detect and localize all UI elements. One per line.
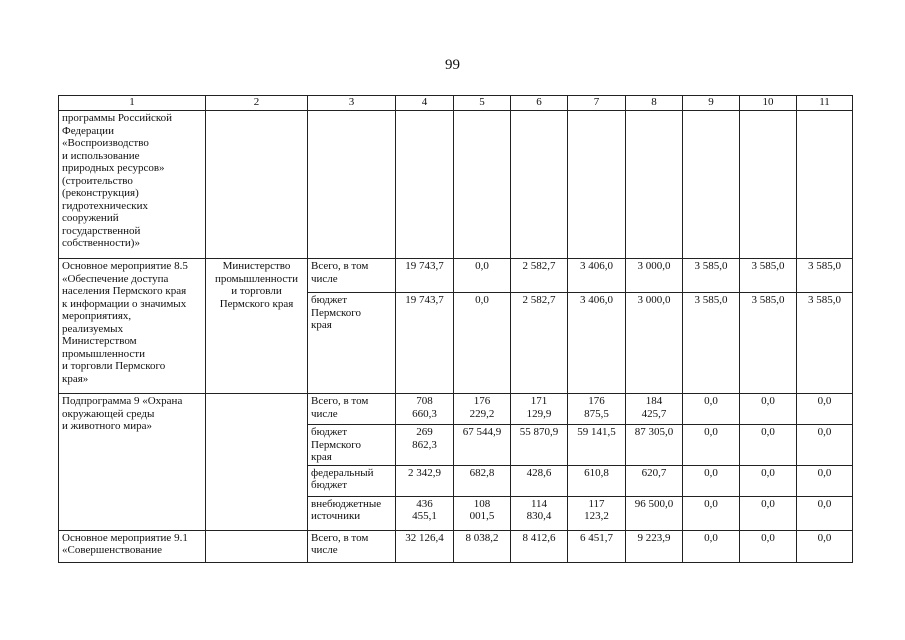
activity-name-cell: Подпрограмма 9 «Охрана окружающей среды и животного мира» bbox=[59, 394, 206, 531]
amount-cell: 0,0 bbox=[797, 465, 853, 496]
amount-cell: 59 141,5 bbox=[568, 425, 626, 466]
table-row bbox=[59, 394, 853, 425]
amount-cell bbox=[797, 111, 853, 259]
funding-source-cell: бюджет Пермского края bbox=[308, 425, 396, 466]
amount-cell: 184 425,7 bbox=[626, 394, 683, 425]
amount-cell: 0,0 bbox=[683, 530, 740, 562]
amount-cell: 0,0 bbox=[740, 425, 797, 466]
activity-name-cell: Основное мероприятие 8.5 «Обеспечение доступа населения Пермского края к информации о значимых мероприятиях, реализуемых Министерством промышленности и торговли Пермского края» bbox=[59, 259, 206, 394]
amount-cell: 108 001,5 bbox=[454, 496, 511, 530]
amount-cell: 0,0 bbox=[740, 496, 797, 530]
amount-cell bbox=[683, 111, 740, 259]
amount-cell bbox=[626, 111, 683, 259]
amount-cell: 0,0 bbox=[683, 394, 740, 425]
amount-cell: 96 500,0 bbox=[626, 496, 683, 530]
page-number: 99 bbox=[445, 57, 460, 73]
amount-cell: 9 223,9 bbox=[626, 530, 683, 562]
amount-cell: 2 342,9 bbox=[396, 465, 454, 496]
amount-cell: 3 000,0 bbox=[626, 293, 683, 394]
responsible-executor-cell bbox=[206, 530, 308, 562]
amount-cell: 0,0 bbox=[740, 530, 797, 562]
column-header-2: 2 bbox=[206, 96, 308, 111]
amount-cell: 3 585,0 bbox=[797, 259, 853, 293]
amount-cell: 8 412,6 bbox=[511, 530, 568, 562]
amount-cell: 19 743,7 bbox=[396, 259, 454, 293]
responsible-executor-cell bbox=[206, 394, 308, 531]
funding-source-cell: внебюджетные источники bbox=[308, 496, 396, 530]
amount-cell: 0,0 bbox=[740, 394, 797, 425]
amount-cell: 0,0 bbox=[797, 425, 853, 466]
amount-cell: 176 229,2 bbox=[454, 394, 511, 425]
amount-cell: 0,0 bbox=[740, 465, 797, 496]
amount-cell: 708 660,3 bbox=[396, 394, 454, 425]
amount-cell: 2 582,7 bbox=[511, 259, 568, 293]
amount-cell: 610,8 bbox=[568, 465, 626, 496]
column-header-7: 7 bbox=[568, 96, 626, 111]
amount-cell: 682,8 bbox=[454, 465, 511, 496]
amount-cell: 19 743,7 bbox=[396, 293, 454, 394]
funding-source-cell: федеральный бюджет bbox=[308, 465, 396, 496]
table-body bbox=[59, 111, 853, 563]
amount-cell: 8 038,2 bbox=[454, 530, 511, 562]
responsible-executor-cell: Министерство промышленности и торговли Пермского края bbox=[206, 259, 308, 394]
amount-cell: 55 870,9 bbox=[511, 425, 568, 466]
table-row bbox=[59, 111, 853, 259]
amount-cell: 6 451,7 bbox=[568, 530, 626, 562]
activity-name-cell: Основное мероприятие 9.1 «Совершенствование bbox=[59, 530, 206, 562]
amount-cell: 3 585,0 bbox=[797, 293, 853, 394]
responsible-executor-cell bbox=[206, 111, 308, 259]
amount-cell bbox=[454, 111, 511, 259]
column-header-8: 8 bbox=[626, 96, 683, 111]
amount-cell bbox=[511, 111, 568, 259]
amount-cell: 0,0 bbox=[454, 293, 511, 394]
amount-cell: 87 305,0 bbox=[626, 425, 683, 466]
amount-cell: 67 544,9 bbox=[454, 425, 511, 466]
funding-source-cell: Всего, в том числе bbox=[308, 394, 396, 425]
amount-cell: 3 000,0 bbox=[626, 259, 683, 293]
header-row bbox=[59, 96, 853, 111]
amount-cell: 3 585,0 bbox=[740, 259, 797, 293]
amount-cell: 117 123,2 bbox=[568, 496, 626, 530]
amount-cell: 436 455,1 bbox=[396, 496, 454, 530]
column-header-4: 4 bbox=[396, 96, 454, 111]
amount-cell: 269 862,3 bbox=[396, 425, 454, 466]
column-header-10: 10 bbox=[740, 96, 797, 111]
funding-source-cell: бюджет Пермского края bbox=[308, 293, 396, 394]
amount-cell: 32 126,4 bbox=[396, 530, 454, 562]
amount-cell: 620,7 bbox=[626, 465, 683, 496]
column-header-11: 11 bbox=[797, 96, 853, 111]
amount-cell bbox=[396, 111, 454, 259]
funding-source-cell: Всего, в том числе bbox=[308, 259, 396, 293]
amount-cell: 3 585,0 bbox=[683, 259, 740, 293]
column-header-6: 6 bbox=[511, 96, 568, 111]
amount-cell: 3 406,0 bbox=[568, 293, 626, 394]
amount-cell: 0,0 bbox=[797, 530, 853, 562]
amount-cell: 171 129,9 bbox=[511, 394, 568, 425]
table-row bbox=[59, 259, 853, 293]
column-header-5: 5 bbox=[454, 96, 511, 111]
amount-cell: 0,0 bbox=[454, 259, 511, 293]
amount-cell: 114 830,4 bbox=[511, 496, 568, 530]
amount-cell: 2 582,7 bbox=[511, 293, 568, 394]
amount-cell: 3 585,0 bbox=[683, 293, 740, 394]
amount-cell: 176 875,5 bbox=[568, 394, 626, 425]
budget-table bbox=[58, 95, 853, 563]
amount-cell: 0,0 bbox=[797, 496, 853, 530]
amount-cell bbox=[568, 111, 626, 259]
amount-cell: 0,0 bbox=[683, 496, 740, 530]
column-header-1: 1 bbox=[59, 96, 206, 111]
amount-cell: 428,6 bbox=[511, 465, 568, 496]
activity-name-cell: программы Российской Федерации «Воспроизводство и использование природных ресурсов» (строительство (реконструкция) гидротехнических сооружений государственной собственности)» bbox=[59, 111, 206, 259]
funding-source-cell bbox=[308, 111, 396, 259]
column-header-3: 3 bbox=[308, 96, 396, 111]
amount-cell: 0,0 bbox=[683, 465, 740, 496]
funding-source-cell: Всего, в том числе bbox=[308, 530, 396, 562]
amount-cell: 0,0 bbox=[683, 425, 740, 466]
amount-cell: 3 585,0 bbox=[740, 293, 797, 394]
amount-cell: 0,0 bbox=[797, 394, 853, 425]
table-row bbox=[59, 530, 853, 562]
column-header-9: 9 bbox=[683, 96, 740, 111]
amount-cell bbox=[740, 111, 797, 259]
amount-cell: 3 406,0 bbox=[568, 259, 626, 293]
